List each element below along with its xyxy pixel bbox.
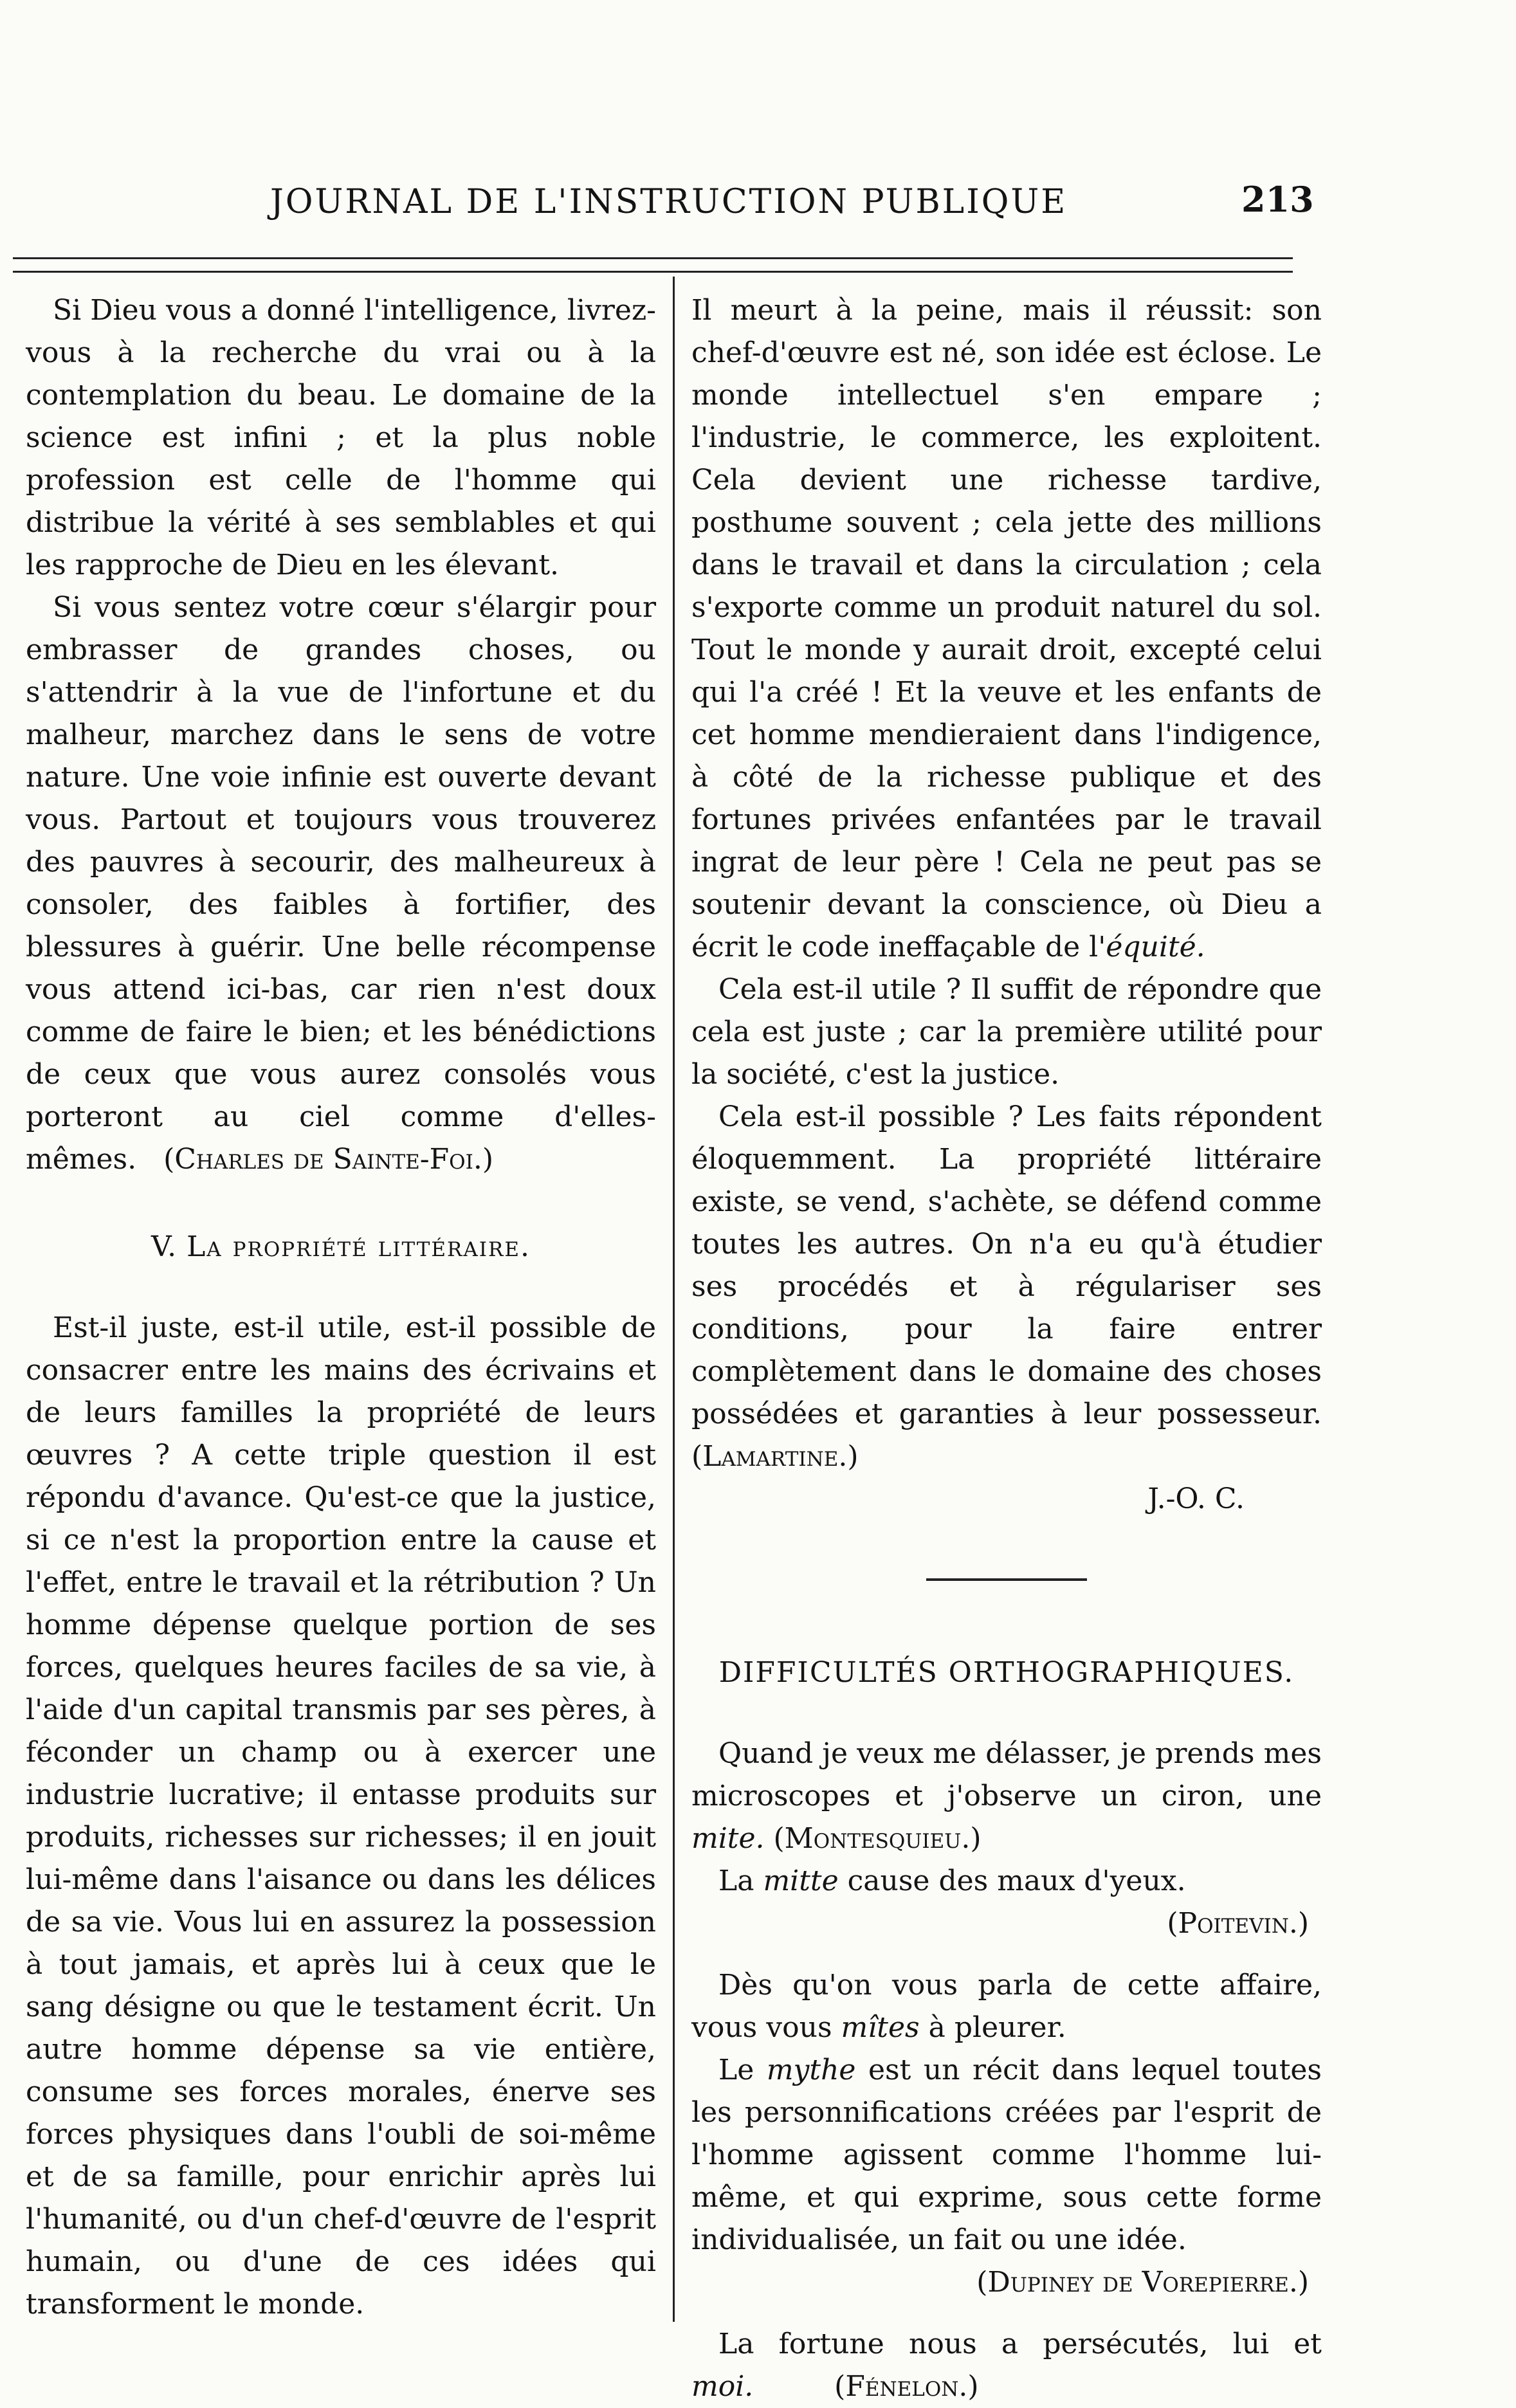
header-double-rule: [13, 257, 1293, 273]
word-mites: mîtes: [841, 2011, 920, 2044]
paragraph-coeur-text: Si vous sentez votre cœur s'élargir pour embrasser de grandes choses, ou s'attendrir à la vue de l'infortune et du malheur, marchez dans le sens de votre nature. Une voie infinie est ouverte devant vous. Partout et toujours vous trouverez des pauvres à secourir, des malheureux à consoler, des faibles à fortifier, des blessures à guérir. Une belle récompense vous attend ici-bas, car rien n'est doux comme de faire le bien; et les bénédictions de ceux que vous aurez consolés vous porteront au ciel comme d'elles-mêmes.: [26, 591, 656, 1176]
word-moi: moi.: [691, 2370, 754, 2403]
word-mite: mite.: [691, 1822, 765, 1855]
example-mites-text-b: à pleurer.: [919, 2011, 1066, 2044]
attribution-poitevin: [691, 1902, 1322, 1945]
section-separator: [926, 1578, 1087, 1581]
journal-title: JOURNAL DE L'INSTRUCTION PUBLIQUE: [270, 183, 1068, 221]
example-mite-text: Quand je veux me délasser, je prends mes microscopes et j'observe un ciron, une: [691, 1737, 1322, 1812]
word-mitte: mitte: [763, 1865, 839, 1897]
paragraph-possible-text: Cela est-il possible ? Les faits répondent éloquemment. La propriété littéraire existe, se vend, s'achète, se défend comme toutes les autres. On n'a eu qu'à étudier ses procédés et à régulariser ses conditions, pour la faire entrer complètement dans le domaine des choses possédées et garanties à leur possesseur.: [691, 1100, 1322, 1430]
paragraph-coeur: [26, 587, 656, 1181]
paragraph-meurt: [691, 289, 1322, 969]
example-mitte-text-b: cause des maux d'yeux.: [838, 1865, 1186, 1897]
attribution-lamartine: (Lamartine.): [691, 1440, 859, 1473]
example-mites-text-a: Dès qu'on vous parla de cette affaire, vous vous: [691, 1969, 1322, 2044]
page-number: 213: [1241, 179, 1314, 220]
spacer: [691, 1945, 1322, 1964]
section-title: La propriété littéraire.: [187, 1230, 531, 1263]
example-mitte: [691, 1860, 1322, 1902]
running-header: [0, 174, 1516, 225]
difficultes-heading: DIFFICULTÉS ORTHOGRAPHIQUES.: [718, 1656, 1295, 1689]
left-column: [26, 289, 656, 2326]
section-number: V.: [151, 1230, 178, 1263]
attribution-poitevin-text: (Poitevin.): [1167, 1907, 1309, 1940]
example-mythe: [691, 2049, 1322, 2261]
attribution-dupiney: [691, 2261, 1322, 2304]
spacer: [691, 2304, 1322, 2323]
attribution-montesquieu: (Montesquieu.): [773, 1822, 982, 1855]
example-mythe-text-a: Le: [718, 2054, 767, 2086]
paragraph-propriete: Est-il juste, est-il utile, est-il possible de consacrer entre les mains des écrivains et de leurs familles la propriété de leurs œuvres ? A cette triple question il est répondu d'avance. Qu'est-ce que la justice, si ce n'est la proportion entre la cause et l'effet, entre le travail et la rétribution ? Un homme dépense quelque portion de ses forces, quelques heures faciles de sa vie, à l'aide d'un capital transmis par ses pères, à féconder un champ ou à exercer une industrie lucrative; il entasse produits sur produits, richesses sur richesses; il en jouit lui-même dans l'aisance ou dans les délices de sa vie. Vous lui en assurez la possession à tout jamais, et après lui à ceux que le sang désigne ou que le testament écrit. Un autre homme dépense sa vie entière, consume ses forces morales, énerve ses forces physiques dans l'oubli de soi-même et de sa famille, pour enrichir après lui l'humanité, ou d'un chef-d'œuvre de l'esprit humain, ou d'une de ces idées qui transforment le monde.: [26, 1311, 656, 2321]
attribution-fenelon: (Fénelon.): [834, 2370, 979, 2403]
attribution-dupiney-text: (Dupiney de Vorepierre.): [976, 2266, 1309, 2299]
section-heading: [26, 1226, 656, 1268]
example-mythe-text-b: est un récit dans lequel toutes les personnifications créées par l'esprit de l'homme agissent comme l'homme lui-même, et qui exprime, sous cette forme individualisée, un fait ou une idée.: [691, 2054, 1322, 2256]
example-mitte-text-a: La: [718, 1865, 763, 1897]
paragraph-possible: [691, 1096, 1322, 1478]
example-moi-text: La fortune nous a persécutés, lui et: [718, 2328, 1322, 2360]
attribution-sainte-foi: (Charles de Sainte-Foi.): [163, 1143, 493, 1176]
paragraph-intelligence: Si Dieu vous a donné l'intelligence, livrez-vous à la recherche du vrai ou à la contemplation du beau. Le domaine de la science est infini ; et la plus noble profession est celle de l'homme qui distribue la vérité à ses semblables et qui les rapproche de Dieu en les élevant.: [26, 294, 656, 581]
example-mites: [691, 1964, 1322, 2049]
author-initials: J.-O. C.: [1147, 1482, 1245, 1515]
paragraph-utile: Cela est-il utile ? Il suffit de répondre que cela est juste ; car la première utilité pour la société, c'est la justice.: [691, 973, 1322, 1091]
paragraph-meurt-text: Il meurt à la peine, mais il réussit: son chef-d'œuvre est né, son idée est éclose. Le monde intellectuel s'en empare ; l'industrie, le commerce, les exploitent. Cela devient une richesse tardive, posthume souvent ; cela jette des millions dans le travail et dans la circulation ; cela s'exporte comme un produit naturel du sol. Tout le monde y aurait droit, excepté celui qui l'a créé ! Et la veuve et les enfants de cet homme mendieraient dans l'indigence, à côté de la richesse publique et des fortunes privées enfantées par le travail ingrat de leur père ! Cela ne peut pas se soutenir devant la conscience, où Dieu a écrit le code ineffaçable de l': [691, 294, 1322, 963]
word-equite: équité.: [1106, 931, 1205, 963]
right-column: [691, 289, 1322, 2408]
example-moi: [691, 2323, 1322, 2408]
example-mite: [691, 1733, 1322, 1860]
column-divider: [673, 277, 675, 2322]
word-mythe: mythe: [766, 2054, 856, 2086]
